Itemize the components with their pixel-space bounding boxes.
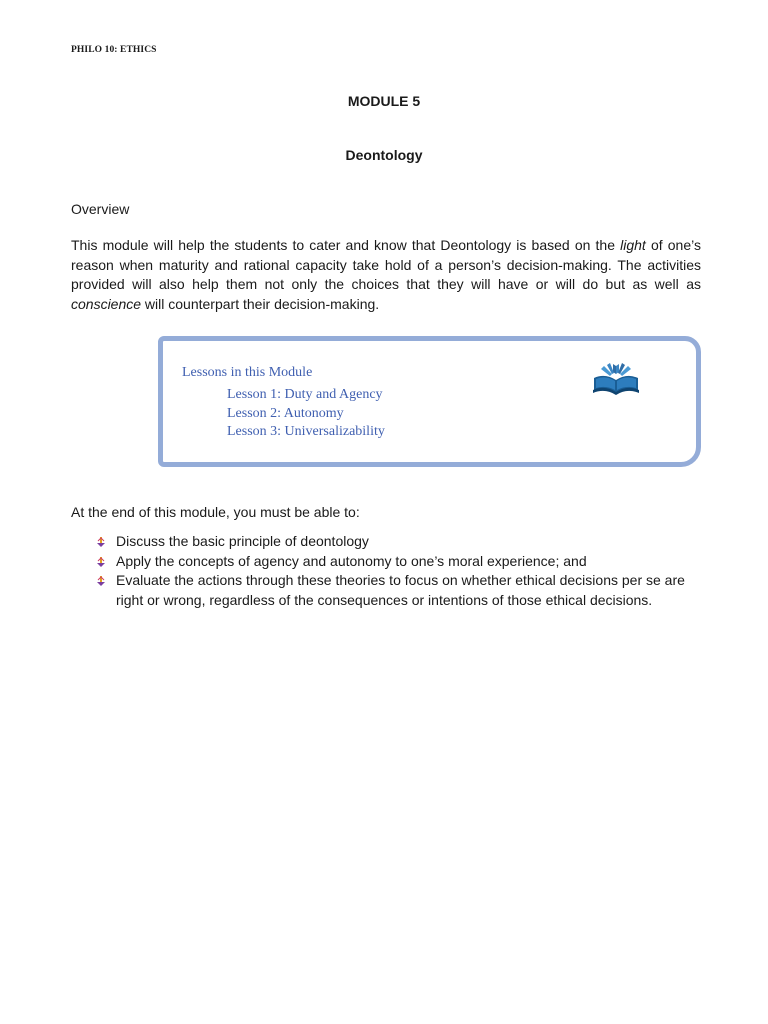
- objective-item: [95, 571, 705, 610]
- objective-item: [95, 552, 705, 572]
- overview-heading: Overview: [71, 201, 130, 217]
- objective-text: Discuss the basic principle of deontology: [116, 533, 369, 549]
- lesson-item: Lesson 3: Universalizability: [227, 424, 385, 439]
- open-book-icon: [590, 360, 642, 398]
- arrow-bullet-icon: [95, 575, 107, 587]
- objective-text: Apply the concepts of agency and autonomy to one’s moral experience; and: [116, 552, 587, 569]
- lessons-box-title: Lessons in this Module: [182, 365, 313, 380]
- objective-text: Evaluate the actions through these theories to focus on whether ethical decisions per se are right or wrong, regardless of the consequences or intentions of those ethical decisions.: [116, 572, 685, 608]
- lessons-box: [158, 336, 701, 467]
- arrow-bullet-icon: [95, 556, 107, 568]
- objective-item: [95, 532, 705, 552]
- overview-emphasis-conscience: conscience: [71, 295, 142, 312]
- overview-emphasis-light: light: [620, 237, 646, 253]
- course-header: PHILO 10: ETHICS: [71, 45, 157, 55]
- objectives-list: [95, 532, 705, 610]
- arrow-bullet-icon: [95, 536, 107, 548]
- objectives-intro: At the end of this module, you must be able to:: [71, 504, 360, 520]
- lesson-item: Lesson 1: Duty and Agency: [227, 387, 383, 402]
- lesson-list: [227, 386, 385, 442]
- overview-text-1: This module will help the students to cater and know that Deontology is based on the: [71, 237, 621, 253]
- overview-text-3: will counterpart their decision-making.: [141, 295, 380, 312]
- lesson-item: Lesson 2: Autonomy: [227, 405, 344, 421]
- module-subtitle: Deontology: [345, 147, 423, 163]
- overview-text-2: of one’s reason when maturity and rational capacity take hold of a person’s decision-making. The activities provided will also help them not only the choices that they will have or will do but as well as: [71, 237, 701, 292]
- overview-paragraph: [71, 236, 701, 314]
- module-title: MODULE 5: [347, 93, 421, 109]
